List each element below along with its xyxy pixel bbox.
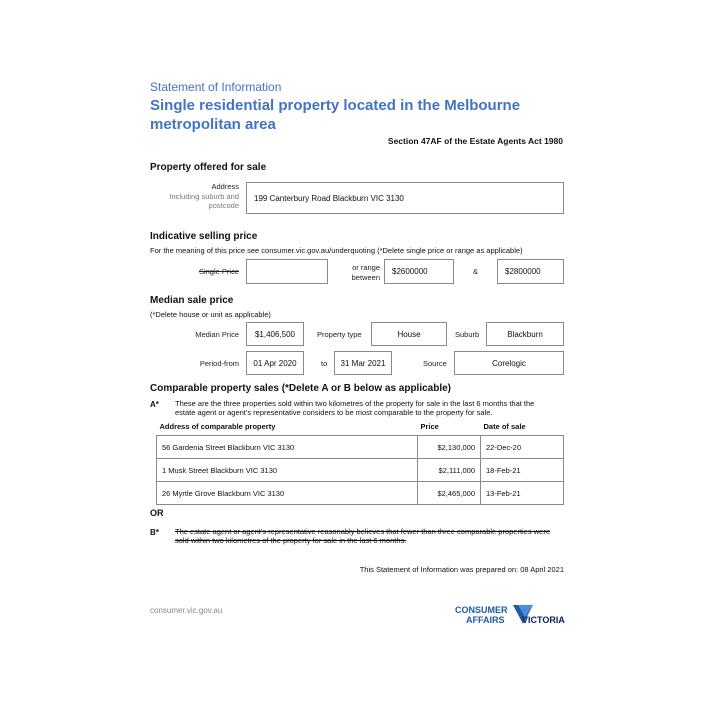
range-low-value: $2600000 xyxy=(392,267,428,276)
logo-text-consumer: CONSUMER xyxy=(455,605,508,615)
indicative-heading: Indicative selling price xyxy=(150,231,258,242)
address-sublabel-1: Including suburb and xyxy=(169,192,239,201)
address-value: 199 Canterbury Road Blackburn VIC 3130 xyxy=(254,193,404,203)
col-header-price: Price xyxy=(420,421,439,431)
median-heading: Median sale price xyxy=(150,295,234,306)
option-b-marker: B* xyxy=(150,528,159,537)
property-heading: Property offered for sale xyxy=(150,162,267,173)
period-to-value: 31 Mar 2021 xyxy=(340,358,386,368)
option-b-text-2: sold within two kilometres of the property for sale in the last 6 months. xyxy=(175,536,407,545)
comparable-heading: Comparable property sales (*Delete A or B below as applicable) xyxy=(150,383,452,394)
option-a-marker: A* xyxy=(150,400,159,409)
range-label-2: between xyxy=(351,273,380,282)
range-high-field[interactable] xyxy=(497,259,564,284)
address-label: Address xyxy=(211,182,239,191)
range-low-field[interactable] xyxy=(384,259,454,284)
suburb-field[interactable] xyxy=(486,322,564,346)
row-address: 56 Gardenia Street Blackburn VIC 3130 xyxy=(157,436,418,459)
range-ampersand: & xyxy=(473,267,479,276)
property-type-value: House xyxy=(397,329,421,339)
row-date: 13-Feb-21 xyxy=(481,482,564,505)
option-a-text-2: estate agent or agent's representative considers to be most comparable to the property for sale. xyxy=(175,408,493,417)
consumer-affairs-logo xyxy=(452,603,572,633)
option-a-text-1: These are the three properties sold within two kilometres of the property for sale in the last 6 months that the xyxy=(175,399,535,408)
section-reference: Section 47AF of the Estate Agents Act 1980 xyxy=(387,136,563,146)
single-price-label: Single Price xyxy=(198,267,239,276)
option-b-text-1: The estate agent or agent's representative reasonably believes that fewer than three comparable properties were xyxy=(175,527,550,536)
source-value: Corelogic xyxy=(492,358,526,368)
period-to-label: to xyxy=(321,359,328,368)
table-row[interactable] xyxy=(157,482,564,505)
row-address: 1 Musk Street Blackburn VIC 3130 xyxy=(157,459,418,482)
period-from-value: 01 Apr 2020 xyxy=(253,358,297,368)
source-field[interactable] xyxy=(454,351,564,375)
indicative-note: For the meaning of this price see consumer.vic.gov.au/underquoting (*Delete single price or range as applicable) xyxy=(150,246,523,255)
row-price: $2,465,000 xyxy=(418,482,481,505)
period-to-field[interactable] xyxy=(334,351,392,375)
row-price: $2,130,000 xyxy=(418,436,481,459)
single-price-field[interactable] xyxy=(246,259,328,284)
logo-text-victoria: VICTORIA xyxy=(522,615,565,625)
address-field[interactable] xyxy=(246,182,564,214)
address-sublabel-2: postcode xyxy=(208,201,239,210)
row-date: 22-Dec-20 xyxy=(481,436,564,459)
property-type-field[interactable] xyxy=(371,322,447,346)
comparable-sales-table xyxy=(156,420,564,505)
median-price-field[interactable] xyxy=(246,322,304,346)
col-header-date: Date of sale xyxy=(483,421,526,431)
median-note: (*Delete house or unit as applicable) xyxy=(150,310,271,319)
period-from-label: Period-from xyxy=(199,359,239,368)
table-row[interactable] xyxy=(157,436,564,459)
document-title-line2: metropolitan area xyxy=(150,116,276,133)
median-price-value: $1,406,500 xyxy=(254,329,296,339)
period-from-field[interactable] xyxy=(246,351,304,375)
source-label: Source xyxy=(423,359,447,368)
range-high-value: $2800000 xyxy=(505,267,541,276)
row-address: 26 Myrtle Grove Blackburn VIC 3130 xyxy=(157,482,418,505)
median-price-label: Median Price xyxy=(195,330,239,339)
row-price: $2,111,000 xyxy=(418,459,481,482)
col-header-address: Address of comparable property xyxy=(159,421,276,431)
prepared-date: This Statement of Information was prepared on: 08 April 2021 xyxy=(359,565,564,574)
logo-text-affairs: AFFAIRS xyxy=(466,615,505,625)
document-kicker: Statement of Information xyxy=(150,80,282,94)
suburb-value: Blackburn xyxy=(507,329,543,339)
table-row[interactable] xyxy=(157,459,564,482)
table-header-row xyxy=(157,420,564,436)
range-label-1: or range xyxy=(352,263,380,272)
footer-website[interactable]: consumer.vic.gov.au xyxy=(150,606,223,615)
or-label: OR xyxy=(150,508,164,518)
document-title-line1: Single residential property located in the Melbourne xyxy=(150,97,521,114)
property-type-label: Property type xyxy=(317,330,362,339)
suburb-label: Suburb xyxy=(455,330,480,339)
row-date: 18-Feb-21 xyxy=(481,459,564,482)
